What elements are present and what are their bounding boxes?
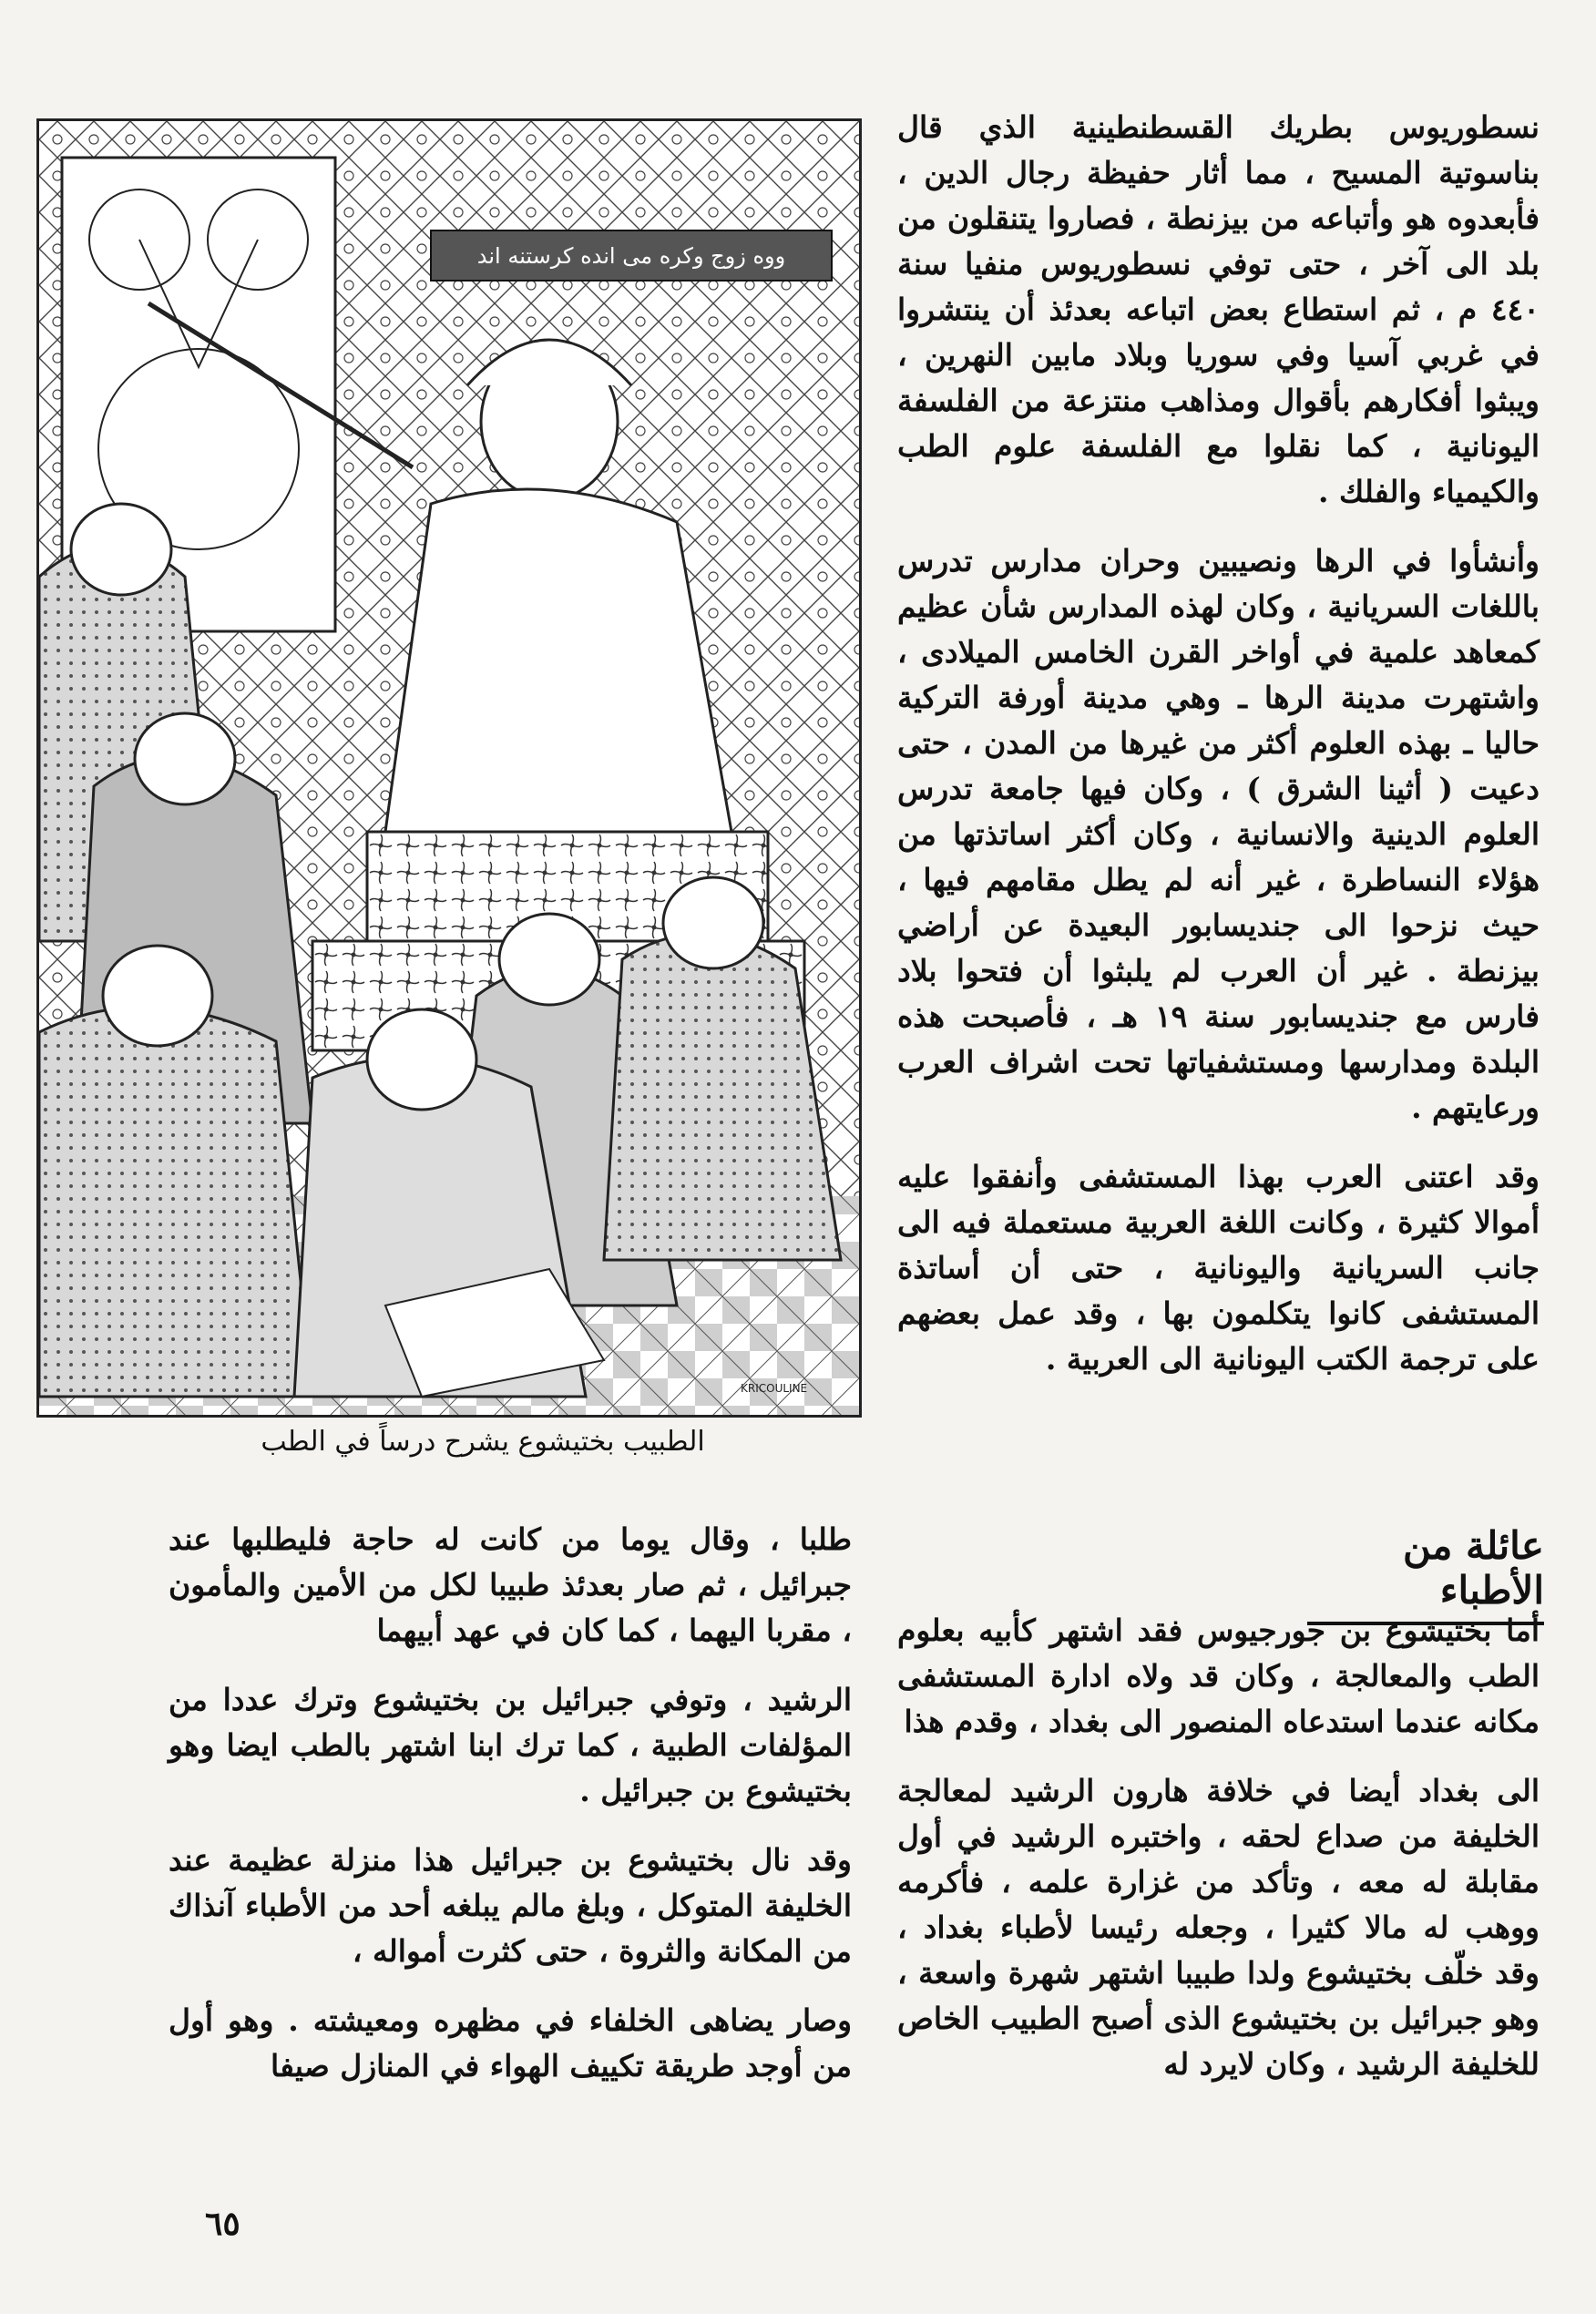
paragraph: وقد نال بختيشوع بن جبرائيل هذا منزلة عظيمة عند الخليفة المتوكل ، وبلغ مالم يبلغه أحد من الأطباء آنذاك من المكانة والثروة ، حتى كثرت أمواله ،: [169, 1842, 852, 1969]
paragraph: وقد اعتنى العرب بهذا المستشفى وأنفقوا عليه أموالا كثيرة ، وكانت اللغة العربية مستعملة فيه الى جانب السريانية واليونانية ، حتى أن أساتذة المستشفى كانوا يتكلمون بها ، وقد عمل بعضهم على ترجمة الكتب اليونانية الى العربية .: [897, 1159, 1540, 1377]
banner-text: ووه زوج وكره مى انده كرستنه اند: [476, 243, 786, 269]
paragraph: الى بغداد أيضا في خلافة هارون الرشيد لمعالجة الخليفة من صداع لحقه ، واختبره الرشيد في أول مقابلة له معه ، وتأكد من غزارة علمه ، فأكرمه ووهب له مالا كثيرا ، وجعله رئيسا لأطباء بغداد ، وقد خلّف بختيشوع ولدا طبيبا اشتهر شهرة واسعة ، وهو جبرائيل بن بختيشوع الذى أصبح الطبيب الخاص للخليفة الرشيد ، وكان لايرد له: [897, 1773, 1540, 2082]
paragraph: الرشيد ، وتوفي جبرائيل بن بختيشوع وترك عددا من المؤلفات الطبية ، كما ترك ابنا اشتهر بالطب ايضا وهو بختيشوع بن جبرائيل .: [169, 1682, 852, 1808]
left-column: [169, 1517, 852, 2089]
page-number: ٦٥: [205, 2205, 240, 2243]
paragraph: طلبا ، وقال يوما من كانت له حاجة فليطلبها عند جبرائيل ، ثم صار بعدئذ طبيبا لكل من الأمين والمأمون ، مقربا اليهما ، كما كان في عهد أبيهما: [169, 1521, 852, 1648]
paragraph: أما بختيشوع بن جورجيوس فقد اشتهر كأبيه بعلوم الطب والمعالجة ، وكان قد ولاه ادارة المستشفى مكانه عندما استدعاه المنصور الى بغداد ، وقدم هذا: [897, 1613, 1540, 1739]
right-column: [897, 105, 1540, 1382]
paragraph: وصار يضاهى الخلفاء في مظهره ومعيشته . وهو أول من أوجد طريقة تكييف الهواء في المنازل صيفا: [169, 2002, 852, 2084]
figure-caption: الطبيب بختيشوع يشرح درساً في الطب: [261, 1426, 705, 1458]
section-heading: عائلة من الأطباء: [1307, 1523, 1544, 1625]
lecture-illustration: [39, 121, 859, 1415]
right-column-continued: [897, 1608, 1540, 2087]
artist-signature: KRICOULINE: [741, 1382, 808, 1395]
illustration-figure: [36, 118, 862, 1418]
paragraph: وأنشأوا في الرها ونصيبين وحران مدارس تدرس باللغات السريانية ، وكان لهذه المدارس شأن عظيم كمعاهد علمية في أواخر القرن الخامس الميلادى ، واشتهرت مدينة الرها ـ وهي مدينة أورفة التركية حاليا ـ بهذه العلوم أكثر من غيرها من المدن ، حتى دعيت ( أثينا الشرق ) ، وكان فيها جامعة تدرس العلوم الدينية والانسانية ، وكان أكثر اساتذتها من هؤلاء النساطرة ، غير أنه لم يطل مقامهم فيها ، حيث نزحوا الى جنديسابور البعيدة عن أراضي بيزنطة . غير أن العرب لم يلبثوا أن فتحوا بلاد فارس مع جنديسابور سنة ١٩ هـ ، فأصبحت هذه البلدة ومدارسها ومستشفياتها تحت اشراف العرب ورعايتهم .: [897, 543, 1540, 1125]
paragraph: نسطوريوس بطريك القسطنطينية الذي قال بناسوتية المسيح ، مما أثار حفيظة رجال الدين ، فأبعدوه هو وأتباعه من بيزنطة ، فصاروا يتنقلون من بلد الى آخر ، حتى توفي نسطوريوس منفيا سنة ٤٤٠ م ، ثم استطاع بعض اتباعه بعدئذ أن ينتشروا في غربي آسيا وفي سوريا وبلاد مابين النهرين ، ويبثوا أفكارهم بأقوال ومذاهب منتزعة من الفلسفة اليونانية ، كما نقلوا مع الفلسفة علوم الطب والكيمياء والفلك .: [897, 109, 1540, 509]
